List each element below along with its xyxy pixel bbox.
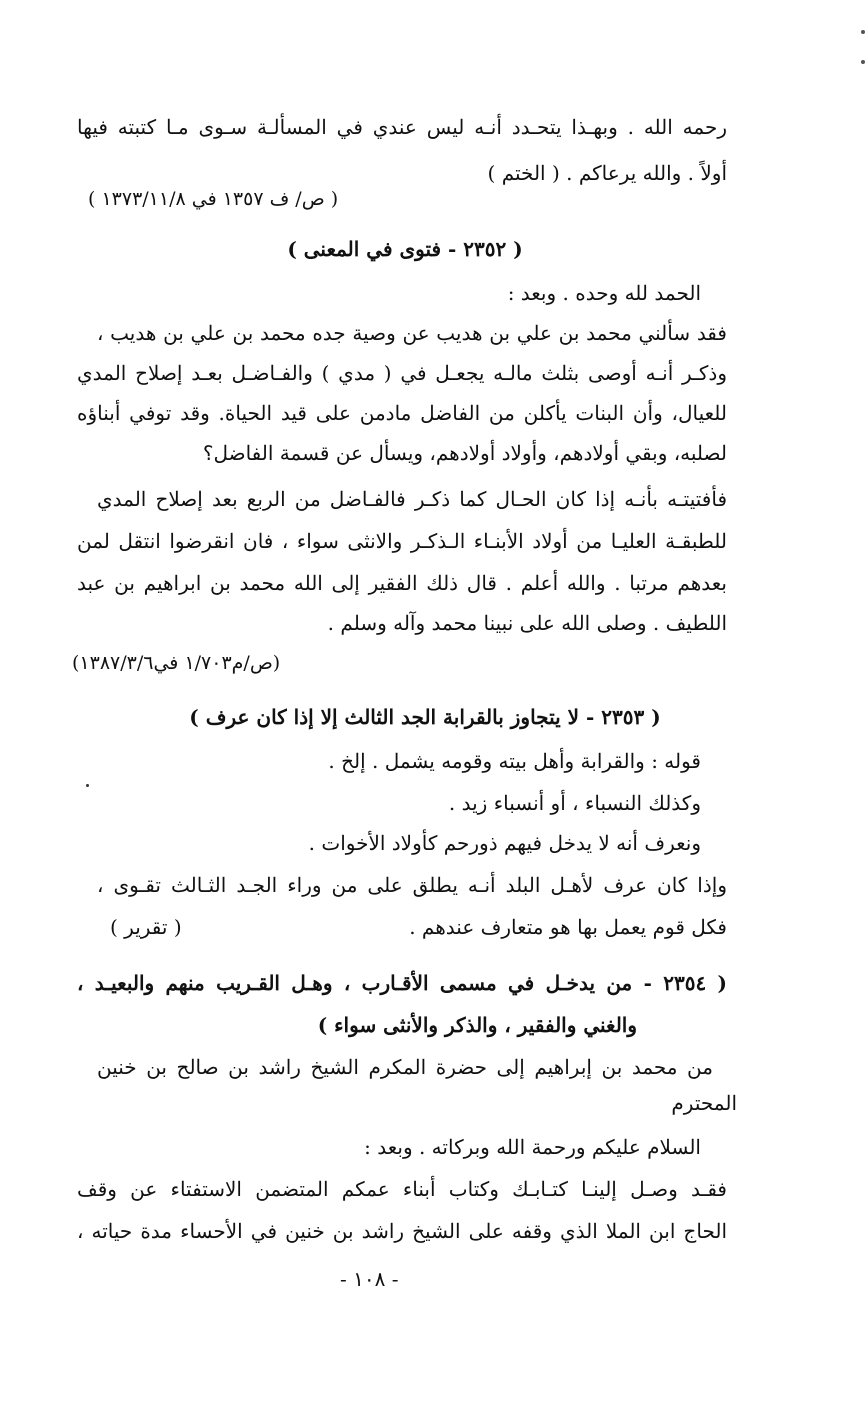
- text-line: أولاً . والله يرعاكم . ( الختم ): [487, 161, 727, 185]
- text-line: المحترم: [671, 1091, 737, 1115]
- text-line: اللطيف . وصلى الله على نبينا محمد وآله وسلم .: [327, 611, 727, 635]
- text-line: ونعرف أنه لا يدخل فيهم ذورحم كأولاد الأخوات .: [308, 831, 701, 855]
- text-line: للطبقـة العليـا من أولاد الأبنـاء الـذكـر والانثى سواء ، فان انقرضوا انتقل لمن: [77, 529, 727, 553]
- section-heading-continued: والغني والفقير ، والذكر والأنثى سواء ): [317, 1013, 637, 1037]
- text-line: الحاج ابن الملا الذي وقفه على الشيخ راشد بن خنين في الأحساء مدة حياته ،: [77, 1219, 728, 1243]
- text-line: وكذلك النسباء ، أو أنسباء زيد .: [448, 791, 701, 815]
- text-line: رحمه الله . وبهـذا يتحـدد أنـه ليس عندي في المسألـة سـوى مـا كتبته فيها: [77, 115, 727, 139]
- text-line: لصلبه، وبقي أولادهم، وأولاد أولادهم، ويسأل عن قسمة الفاضل؟: [202, 441, 727, 465]
- print-dot: [86, 784, 89, 787]
- section-heading: ( ٢٣٥٣ - لا يتجاوز بالقرابة الجد الثالث إلا إذا كان عرف ): [189, 705, 661, 729]
- text-line: بعدهم مرتبا . والله أعلم . قال ذلك الفقير إلى الله محمد بن ابراهيم بن عبد: [77, 571, 727, 595]
- reference-note: (ص/م١/٧٠٣ في١٣٨٧/٣/٦): [72, 652, 281, 674]
- text-line: الحمد لله وحده . وبعد :: [507, 281, 701, 305]
- text-line: وذكـر أنـه أوصى بثلث مالـه يجعـل في ( مدي ) والفـاضـل بعـد إصلاح المدي: [77, 361, 728, 385]
- text-line: فأفتيتـه بأنـه إذا كان الحـال كما ذكـر فالفـاضل من الربع بعد إصلاح المدي: [97, 487, 727, 511]
- decree-tag: ( تقرير ): [110, 915, 182, 939]
- text-line: للعيال، وأن البنات يأكلن من الفاضل مادمن على قيد الحياة. وقد توفي أبناؤه: [77, 401, 727, 425]
- text-line: وإذا كان عرف لأهـل البلد أنـه يطلق على من وراء الجـد الثـالث تقـوى ،: [97, 873, 727, 897]
- section-heading: ( ٢٣٥٤ - من يدخـل في مسمى الأقـارب ، وهـل القـريب منهم والبعيـد ،: [77, 971, 727, 995]
- margin-mark: [861, 60, 865, 64]
- text-line: السلام عليكم ورحمة الله وبركاته . وبعد :: [364, 1135, 701, 1159]
- page-number: - ١٠٨ -: [340, 1267, 399, 1291]
- section-heading: ( ٢٣٥٢ - فتوى في المعنى ): [287, 237, 523, 261]
- margin-mark: [861, 30, 865, 34]
- text-line: من محمد بن إبراهيم إلى حضرة المكرم الشيخ راشد بن صالح بن خنين: [97, 1055, 713, 1079]
- text-line: فكل قوم يعمل بها هو متعارف عندهم .: [409, 915, 727, 939]
- text-line: قوله : والقرابة وأهل بيته وقومه يشمل . إلخ .: [328, 749, 701, 773]
- text-line: فقـد وصـل إلينـا كتـابـك وكتاب أبناء عمكم المتضمن الاستفتاء عن وقف: [77, 1177, 727, 1201]
- reference-note: ( ص/ ف ١٣٥٧ في ١٣٧٣/١١/٨ ): [88, 188, 339, 210]
- text-line: فقد سألني محمد بن علي بن هديب عن وصية جده محمد بن علي بن هديب ،: [97, 321, 727, 345]
